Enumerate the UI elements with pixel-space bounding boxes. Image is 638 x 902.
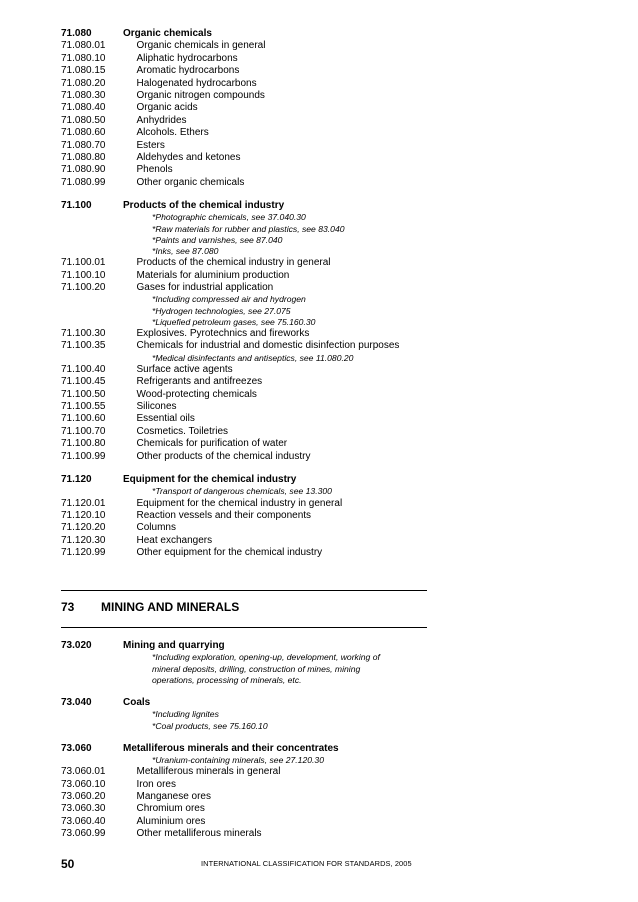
subgroup-code: 71.100.60 [61, 413, 106, 425]
scope-note: *Medical disinfectants and antiseptics, see 11.080.20 [152, 352, 354, 363]
subgroup-row [61, 451, 441, 463]
subgroup-title: Metalliferous minerals in general [136, 766, 281, 778]
subgroup-row [61, 270, 441, 282]
subgroup-code: 71.100.01 [61, 257, 106, 269]
scope-note: *Uranium-containing minerals, see 27.120.30 [152, 755, 324, 766]
subgroup-title: Columns [136, 522, 176, 534]
subgroup-title: Organic nitrogen compounds [136, 89, 265, 101]
subgroup-title: Essential oils [136, 413, 195, 425]
subgroup-row [61, 78, 441, 90]
subgroup-row [61, 152, 441, 164]
subgroup-row [61, 426, 441, 438]
subgroup-code: 73.060.10 [61, 778, 106, 790]
subgroup-code: 71.100.70 [61, 425, 106, 437]
subgroup-code: 71.080.50 [61, 114, 106, 126]
subgroup-code: 71.120.20 [61, 522, 106, 534]
subgroup-code: 71.100.40 [61, 363, 106, 375]
subgroup-code: 71.100.20 [61, 282, 106, 293]
subgroup-title: Heat exchangers [136, 534, 213, 546]
subgroup-code: 71.080.99 [61, 176, 106, 188]
group-code: 73.040 [61, 696, 92, 708]
subgroup-title: Chemicals for industrial and domestic disinfection purposes [136, 340, 400, 352]
footer-text: INTERNATIONAL CLASSIFICATION FOR STANDARDS, 2005 [201, 859, 412, 868]
subgroup-code: 71.120.01 [61, 497, 106, 509]
subgroup-title: Other metalliferous minerals [136, 828, 262, 840]
subgroup-row [61, 164, 441, 176]
subgroup-row [61, 389, 441, 401]
subgroup-title: Cosmetics. Toiletries [136, 425, 229, 437]
scope-note: *Hydrogen technologies, see 27.075 [152, 305, 291, 316]
subgroup-row [61, 779, 441, 791]
subgroup-code: 71.120.99 [61, 547, 106, 559]
subgroup-row [61, 328, 441, 340]
subgroup-row [61, 803, 441, 815]
group-title: Equipment for the chemical industry [123, 474, 297, 486]
subgroup-code: 73.060.40 [61, 815, 106, 827]
subgroup-code: 71.100.55 [61, 401, 106, 413]
scope-note: *Including exploration, opening-up, development, working of [152, 652, 380, 663]
classification-list-bottom [61, 640, 441, 841]
subgroup-code: 71.100.10 [61, 269, 106, 281]
subgroup-code: 71.080.60 [61, 127, 106, 139]
group-heading [61, 200, 441, 212]
subgroup-code: 71.080.80 [61, 151, 106, 163]
subgroup-title: Organic chemicals in general [136, 40, 266, 52]
subgroup-row [61, 498, 441, 510]
subgroup-code: 71.080.30 [61, 89, 106, 101]
subgroup-title: Alcohols. Ethers [136, 127, 209, 139]
subgroup-code: 71.080.15 [61, 65, 106, 77]
subgroup-row [61, 413, 441, 425]
subgroup-title: Halogenated hydrocarbons [136, 77, 257, 89]
subgroup-row [61, 65, 441, 77]
group-heading [61, 28, 441, 40]
group-heading [61, 474, 441, 486]
subgroup-title: Phenols [136, 164, 173, 176]
subgroup-row [61, 90, 441, 102]
subgroup-title: Iron ores [136, 778, 176, 790]
divider-below-field [61, 627, 427, 628]
subgroup-row [61, 766, 441, 778]
scope-note: *Raw materials for rubber and plastics, see 83.040 [152, 223, 345, 234]
subgroup-row [61, 127, 441, 139]
subgroup-code: 71.100.80 [61, 438, 106, 450]
scope-note: *Coal products, see 75.160.10 [152, 720, 268, 731]
subgroup-title: Aldehydes and ketones [136, 151, 241, 163]
subgroup-code: 71.100.50 [61, 388, 106, 400]
scope-note: *Transport of dangerous chemicals, see 13.300 [152, 486, 332, 497]
group-code: 73.060 [61, 742, 92, 754]
subgroup-code: 73.060.30 [61, 803, 106, 815]
subgroup-code: 71.100.45 [61, 376, 106, 388]
subgroup-title: Esters [136, 139, 165, 151]
scope-note: mineral deposits, drilling, construction of mines, mining [152, 663, 361, 674]
scope-note: operations, processing of minerals, etc. [152, 674, 302, 685]
subgroup-row [61, 177, 441, 189]
subgroup-title: Chromium ores [136, 803, 205, 815]
subgroup-code: 71.100.30 [61, 327, 106, 339]
subgroup-code: 71.080.20 [61, 77, 106, 89]
subgroup-code: 71.100.99 [61, 450, 106, 462]
subgroup-row [61, 257, 441, 269]
subgroup-row [61, 547, 441, 559]
subgroup-title: Manganese ores [136, 791, 211, 803]
scope-note: *Liquefied petroleum gases, see 75.160.30 [152, 316, 316, 327]
subgroup-code: 71.100.35 [61, 340, 106, 352]
group-title: Organic chemicals [123, 28, 212, 39]
subgroup-title: Equipment for the chemical industry in general [136, 497, 343, 509]
subgroup-row [61, 828, 441, 840]
group-title: Metalliferous minerals and their concentrates [123, 742, 339, 754]
subgroup-row [61, 115, 441, 127]
subgroup-row [61, 438, 441, 450]
divider-above-field [61, 590, 427, 591]
subgroup-row [61, 401, 441, 413]
subgroup-title: Other products of the chemical industry [136, 450, 311, 462]
subgroup-code: 71.120.30 [61, 534, 106, 546]
subgroup-title: Wood-protecting chemicals [136, 388, 257, 400]
field-title: MINING AND MINERALS [101, 600, 240, 614]
group-code: 73.020 [61, 640, 92, 651]
group-heading [61, 743, 441, 755]
subgroup-row [61, 40, 441, 52]
scope-note: *Including lignites [152, 709, 219, 720]
group-title: Mining and quarrying [123, 640, 225, 651]
subgroup-code: 71.120.10 [61, 510, 106, 522]
field-heading [61, 600, 239, 614]
group-heading [61, 640, 441, 652]
subgroup-title: Explosives. Pyrotechnics and fireworks [136, 327, 310, 339]
subgroup-code: 73.060.20 [61, 791, 106, 803]
subgroup-title: Refrigerants and antifreezes [136, 376, 263, 388]
scope-note: *Paints and varnishes, see 87.040 [152, 234, 283, 245]
group-title: Products of the chemical industry [123, 200, 285, 212]
subgroup-code: 71.080.01 [61, 40, 106, 52]
subgroup-row [61, 340, 441, 352]
subgroup-row [61, 364, 441, 376]
group-title: Coals [123, 696, 151, 708]
subgroup-row [61, 376, 441, 388]
classification-list-top [61, 28, 441, 560]
subgroup-row [61, 535, 441, 547]
group-code: 71.080 [61, 28, 92, 39]
section-spacer [61, 732, 441, 743]
subgroup-row [61, 510, 441, 522]
subgroup-row [61, 53, 441, 65]
subgroup-title: Products of the chemical industry in general [136, 257, 331, 269]
subgroup-code: 73.060.01 [61, 766, 106, 778]
subgroup-row [61, 140, 441, 152]
group-code: 71.120 [61, 474, 92, 486]
subgroup-code: 71.080.10 [61, 52, 106, 64]
subgroup-title: Surface active agents [136, 363, 233, 375]
scope-note: *Inks, see 87.080 [152, 246, 219, 257]
group-code: 71.100 [61, 200, 92, 212]
subgroup-code: 73.060.99 [61, 828, 106, 840]
subgroup-title: Other equipment for the chemical industry [136, 547, 323, 559]
field-code: 73 [61, 600, 75, 614]
group-heading [61, 697, 441, 709]
subgroup-title: Aliphatic hydrocarbons [136, 52, 238, 64]
subgroup-title: Silicones [136, 401, 177, 413]
section-spacer [61, 686, 441, 697]
subgroup-title: Aluminium ores [136, 815, 206, 827]
subgroup-title: Anhydrides [136, 114, 187, 126]
subgroup-title: Materials for aluminium production [136, 269, 290, 281]
subgroup-row [61, 522, 441, 534]
subgroup-title: Other organic chemicals [136, 176, 245, 188]
section-spacer [61, 189, 441, 200]
subgroup-code: 71.080.40 [61, 102, 106, 114]
section-spacer [61, 463, 441, 474]
subgroup-row [61, 791, 441, 803]
subgroup-title: Aromatic hydrocarbons [136, 65, 240, 77]
subgroup-title: Gases for industrial application [136, 282, 274, 293]
subgroup-code: 71.080.90 [61, 164, 106, 176]
subgroup-title: Chemicals for purification of water [136, 438, 288, 450]
subgroup-title: Reaction vessels and their components [136, 510, 312, 522]
subgroup-row [61, 816, 441, 828]
subgroup-title: Organic acids [136, 102, 198, 114]
subgroup-code: 71.080.70 [61, 139, 106, 151]
subgroup-row [61, 102, 441, 114]
page-number: 50 [61, 857, 75, 871]
subgroup-row [61, 282, 441, 294]
scope-note: *Including compressed air and hydrogen [152, 294, 306, 305]
scope-note: *Photographic chemicals, see 37.040.30 [152, 212, 306, 223]
